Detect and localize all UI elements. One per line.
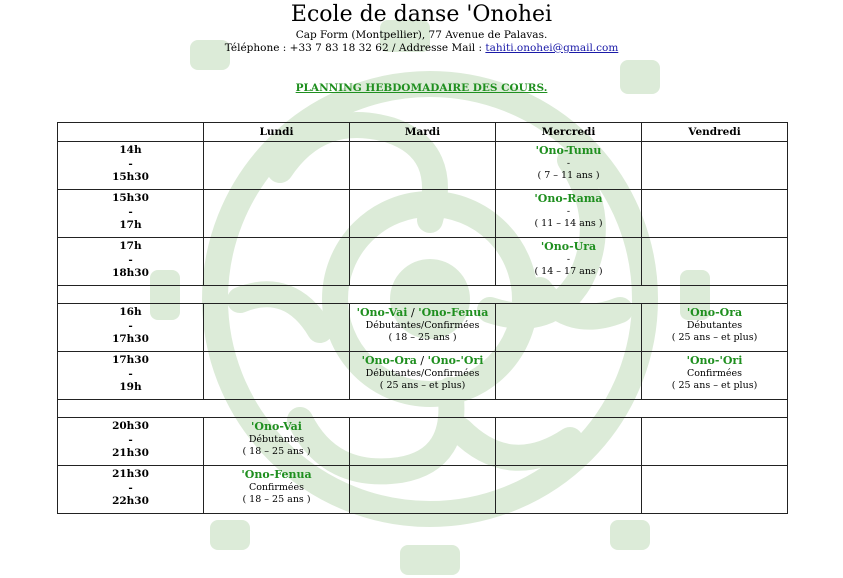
separator-cell — [58, 286, 788, 304]
empty-cell — [204, 352, 350, 400]
age-range: ( 18 – 25 ans ) — [388, 332, 457, 343]
class-detail: - — [566, 254, 571, 265]
time-line: - — [128, 157, 133, 170]
class-cell — [642, 352, 788, 400]
contact-line — [0, 42, 843, 55]
class-name — [496, 192, 641, 206]
class-name — [350, 306, 495, 320]
table-row — [58, 304, 788, 352]
class-cell — [642, 304, 788, 352]
time-cell — [58, 238, 204, 286]
time-line: 16h — [119, 306, 142, 318]
time-cell — [58, 142, 204, 190]
empty-cell — [204, 190, 350, 238]
class-detail: Débutantes — [248, 434, 305, 445]
time-line: 19h — [119, 381, 142, 393]
table-row — [58, 466, 788, 514]
table-row — [58, 238, 788, 286]
age-range: ( 7 – 11 ans ) — [537, 170, 600, 181]
table-row — [58, 190, 788, 238]
time-line: 17h30 — [112, 333, 149, 345]
class-detail: Débutantes/Confirmées — [365, 320, 480, 331]
name-separator: / — [416, 354, 428, 367]
class-cell — [496, 190, 642, 238]
school-title: Ecole de danse 'Onohei — [290, 2, 553, 27]
class-cell — [350, 352, 496, 400]
class-cell — [204, 466, 350, 514]
empty-cell — [350, 418, 496, 466]
empty-cell — [350, 238, 496, 286]
class-name-part: 'Ono-Rama — [534, 192, 603, 205]
time-line: 21h30 — [112, 447, 149, 459]
time-line: - — [128, 367, 133, 380]
weekly-schedule-table — [57, 122, 788, 514]
age-range: ( 11 – 14 ans ) — [534, 218, 603, 229]
time-line: - — [128, 205, 133, 218]
class-name — [496, 144, 641, 158]
empty-cell — [350, 466, 496, 514]
table-header-row — [58, 123, 788, 142]
age-range: ( 25 ans – et plus) — [379, 380, 466, 391]
class-name-part: 'Ono-Ura — [540, 240, 597, 253]
time-line: 17h — [119, 240, 142, 252]
day-header: Lundi — [204, 123, 350, 142]
time-cell — [58, 190, 204, 238]
class-detail: Débutantes/Confirmées — [365, 368, 480, 379]
time-line: - — [128, 433, 133, 446]
table-row — [58, 352, 788, 400]
empty-cell — [496, 418, 642, 466]
class-detail: - — [566, 158, 571, 169]
class-name-part: 'Ono-Fenua — [418, 306, 489, 319]
time-line: 22h30 — [112, 495, 149, 507]
class-name-part: 'Ono-Vai — [356, 306, 408, 319]
empty-cell — [642, 190, 788, 238]
day-header: Mardi — [350, 123, 496, 142]
age-range: ( 25 ans – et plus) — [671, 380, 758, 391]
age-range: ( 18 – 25 ans ) — [242, 446, 311, 457]
class-name-part: 'Ono-Ora — [686, 306, 743, 319]
class-detail: Confirmées — [248, 482, 305, 493]
time-line: - — [128, 253, 133, 266]
time-line: 18h30 — [112, 267, 149, 279]
class-name-part: 'Ono-'Ori — [427, 354, 484, 367]
time-cell — [58, 418, 204, 466]
separator-row — [58, 286, 788, 304]
name-separator: / — [407, 306, 419, 319]
age-range: ( 18 – 25 ans ) — [242, 494, 311, 505]
class-name-part: 'Ono-'Ori — [686, 354, 743, 367]
table-row — [58, 418, 788, 466]
contact-prefix: Téléphone : +33 7 83 18 32 62 / Addresse Mail : — [224, 42, 486, 54]
time-line: - — [128, 319, 133, 332]
class-name — [642, 354, 787, 368]
separator-row — [58, 400, 788, 418]
time-line: 15h30 — [112, 171, 149, 183]
empty-cell — [496, 352, 642, 400]
empty-cell — [496, 304, 642, 352]
age-range: ( 14 – 17 ans ) — [534, 266, 603, 277]
age-range: ( 25 ans – et plus) — [671, 332, 758, 343]
class-name-part: 'Ono-Vai — [251, 420, 302, 433]
class-detail: Confirmées — [686, 368, 743, 379]
table-row — [58, 142, 788, 190]
time-line: - — [128, 481, 133, 494]
empty-cell — [496, 466, 642, 514]
separator-cell — [58, 400, 788, 418]
day-header: Vendredi — [642, 123, 788, 142]
time-cell — [58, 352, 204, 400]
empty-cell — [642, 466, 788, 514]
class-name — [350, 354, 495, 368]
time-cell — [58, 466, 204, 514]
class-name — [642, 306, 787, 320]
class-cell — [204, 418, 350, 466]
school-address: Cap Form (Montpellier), 77 Avenue de Palavas. — [295, 29, 548, 41]
empty-cell — [642, 238, 788, 286]
empty-cell — [350, 190, 496, 238]
empty-cell — [642, 418, 788, 466]
class-name — [204, 420, 349, 434]
class-name-part: 'Ono-Fenua — [241, 468, 312, 481]
class-name — [496, 240, 641, 254]
planning-title: PLANNING HEBDOMADAIRE DES COURS. — [295, 82, 548, 94]
class-cell — [496, 142, 642, 190]
time-line: 17h30 — [112, 354, 149, 366]
day-header: Mercredi — [496, 123, 642, 142]
class-name — [204, 468, 349, 482]
empty-cell — [204, 304, 350, 352]
time-line: 21h30 — [112, 468, 149, 480]
header-corner — [58, 123, 204, 142]
time-line: 20h30 — [112, 420, 149, 432]
time-line: 17h — [119, 219, 142, 231]
class-name-part: 'Ono-Tumu — [535, 144, 602, 157]
time-line: 14h — [119, 144, 142, 156]
empty-cell — [642, 142, 788, 190]
empty-cell — [204, 238, 350, 286]
time-cell — [58, 304, 204, 352]
email-link[interactable]: tahiti.onohei@gmail.com — [485, 42, 619, 54]
class-name-part: 'Ono-Ora — [361, 354, 417, 367]
time-line: 15h30 — [112, 192, 149, 204]
empty-cell — [204, 142, 350, 190]
empty-cell — [350, 142, 496, 190]
class-detail: - — [566, 206, 571, 217]
class-cell — [496, 238, 642, 286]
class-cell — [350, 304, 496, 352]
class-detail: Débutantes — [686, 320, 743, 331]
